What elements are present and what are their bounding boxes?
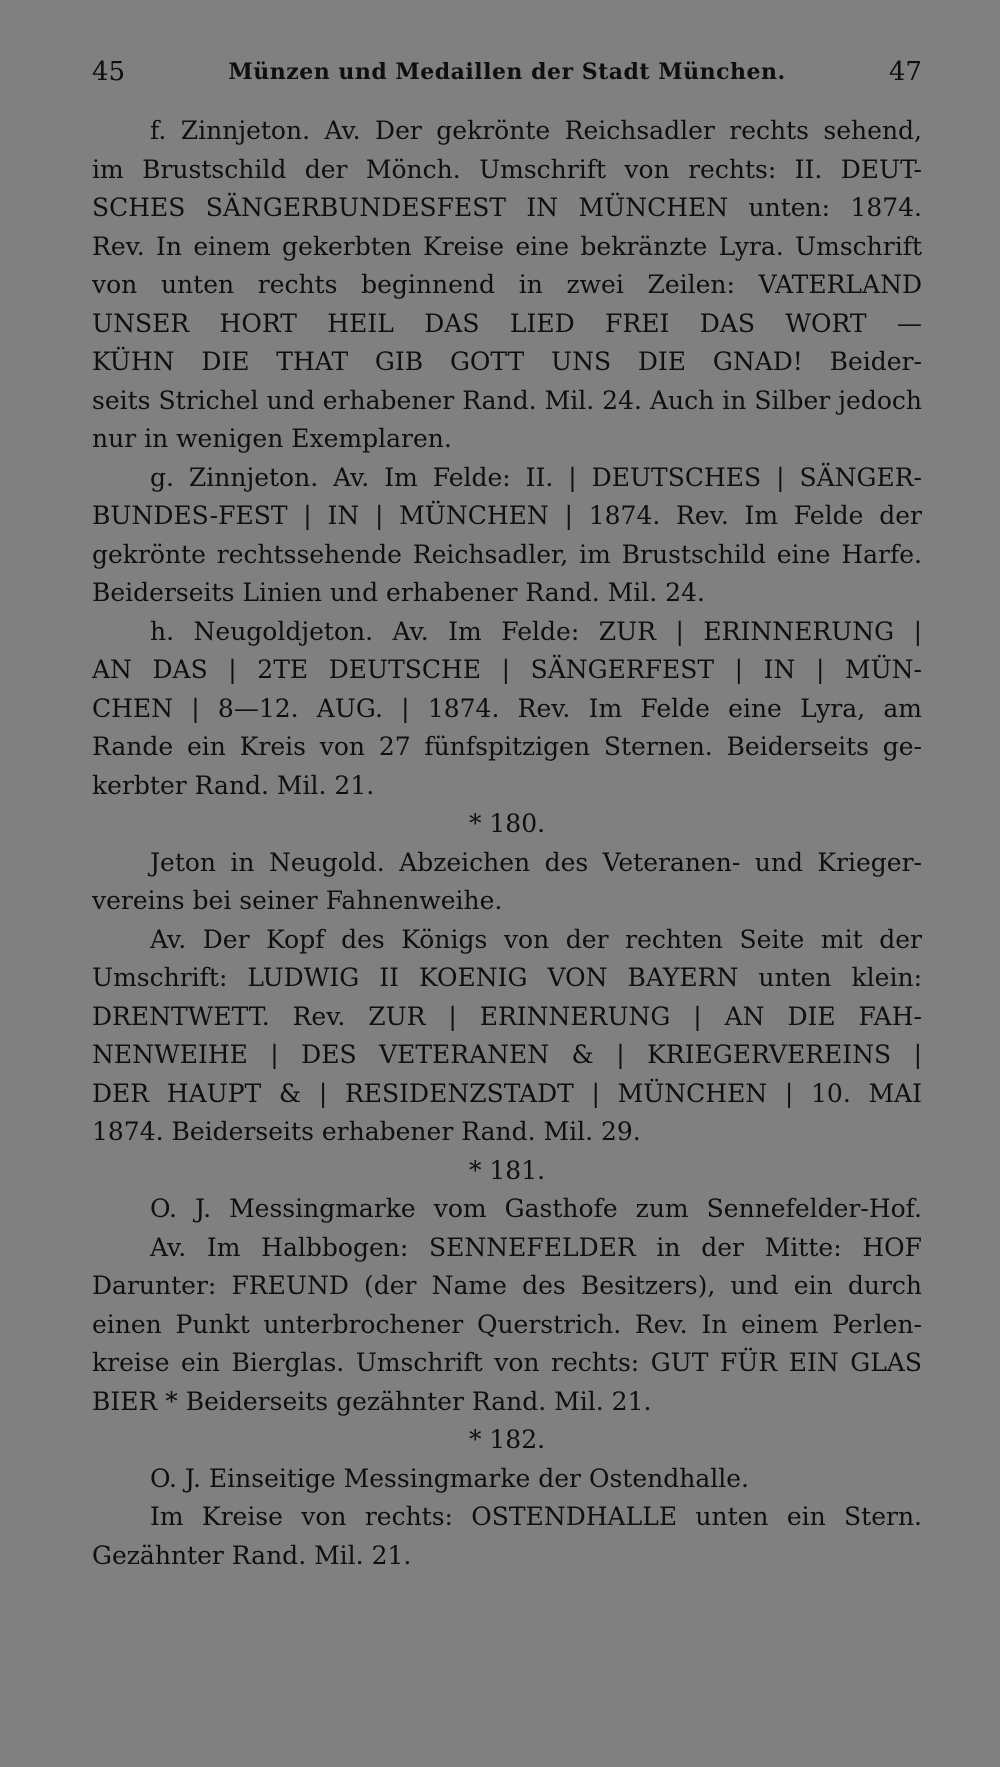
text-line: O. J. Messingmarke vom Gasthofe zum Sennefelder-Hof. [150,1194,922,1223]
text-line: Im Kreise von rechts: OSTENDHALLE unten ein Stern. [150,1502,922,1531]
text-line: gekrönte rechtssehende Reichsadler, im Brustschild eine Harfe. [92,539,922,569]
text-line: SCHES SÄNGERBUNDESFEST IN MÜNCHEN unten: 1874. [92,193,922,222]
text-line: Umschrift: LUDWIG II KOENIG VON BAYERN unten klein: [92,963,922,992]
text-line: Beiderseits Linien und erhabener Rand. Mil. 24. [92,578,705,607]
text-line: O. J. Einseitige Messingmarke der Ostendhalle. [150,1463,749,1493]
text-line: Jeton in Neugold. Abzeichen des Veteranen- und Krieger- [150,847,922,877]
text-line: Rev. In einem gekerbten Kreise eine bekränzte Lyra. Umschrift [92,231,922,261]
text-line: vereins bei seiner Fahnenweihe. [92,886,503,915]
text-line: kerbter Rand. Mil. 21. [92,770,375,800]
text-line: AN DAS | 2TE DEUTSCHE | SÄNGERFEST | IN | MÜN- [92,655,922,684]
page-body [92,112,922,1575]
text-line: KÜHN DIE THAT GIB GOTT UNS DIE GNAD! Beider- [92,347,922,376]
page-header [92,52,922,92]
entry-number: * 181. [468,1155,546,1185]
entry-number: * 180. [468,809,546,838]
text-line: Gezähnter Rand. Mil. 21. [92,1540,412,1570]
page-number-right: 47 [888,57,922,87]
running-title: Münzen und Medaillen der Stadt München. [228,59,786,85]
text-line: 1874. Beiderseits erhabener Rand. Mil. 29. [92,1117,641,1146]
text-line: DRENTWETT. Rev. ZUR | ERINNERUNG | AN DIE FAH- [92,1001,922,1031]
text-line: seits Strichel und erhabener Rand. Mil. 24. Auch in Silber jedoch [92,385,922,415]
text-line: nur in wenigen Exemplaren. [92,424,452,453]
text-line: h. Neugoldjeton. Av. Im Felde: ZUR | ERINNERUNG | [150,616,922,646]
text-line: von unten rechts beginnend in zwei Zeilen: VATERLAND [92,270,922,299]
page-number-left: 45 [92,57,126,87]
text-line: Darunter: FREUND (der Name des Besitzers), und ein durch [92,1271,922,1300]
text-line: g. Zinnjeton. Av. Im Felde: II. | DEUTSCHES | SÄNGER- [150,462,922,492]
text-line: Rande ein Kreis von 27 fünfspitzigen Sternen. Beiderseits ge- [92,732,922,761]
text-line: CHEN | 8—12. AUG. | 1874. Rev. Im Felde eine Lyra, am [92,693,922,723]
text-line: f. Zinnjeton. Av. Der gekrönte Reichsadler rechts sehend, [150,116,922,145]
text-line: Av. Der Kopf des Königs von der rechten Seite mit der [150,924,922,954]
entry-number: * 182. [468,1425,546,1454]
text-line: im Brustschild der Mönch. Umschrift von rechts: II. DEUT- [92,154,922,184]
text-line: DER HAUPT & | RESIDENZSTADT | MÜNCHEN | 10. MAI [92,1078,922,1108]
text-line: UNSER HORT HEIL DAS LIED FREI DAS WORT — [92,308,922,338]
text-line: einen Punkt unterbrochener Querstrich. Rev. In einem Perlen- [92,1309,922,1339]
text-line: kreise ein Bierglas. Umschrift von rechts: GUT FÜR EIN GLAS [92,1348,922,1377]
text-line: BUNDES-FEST | IN | MÜNCHEN | 1874. Rev. Im Felde der [92,501,922,530]
text-line: NENWEIHE | DES VETERANEN & | KRIEGERVEREINS | [92,1040,922,1069]
text-line: Av. Im Halbbogen: SENNEFELDER in der Mitte: HOF [150,1232,922,1262]
text-line: BIER * Beiderseits gezähnter Rand. Mil. 21. [92,1386,652,1416]
